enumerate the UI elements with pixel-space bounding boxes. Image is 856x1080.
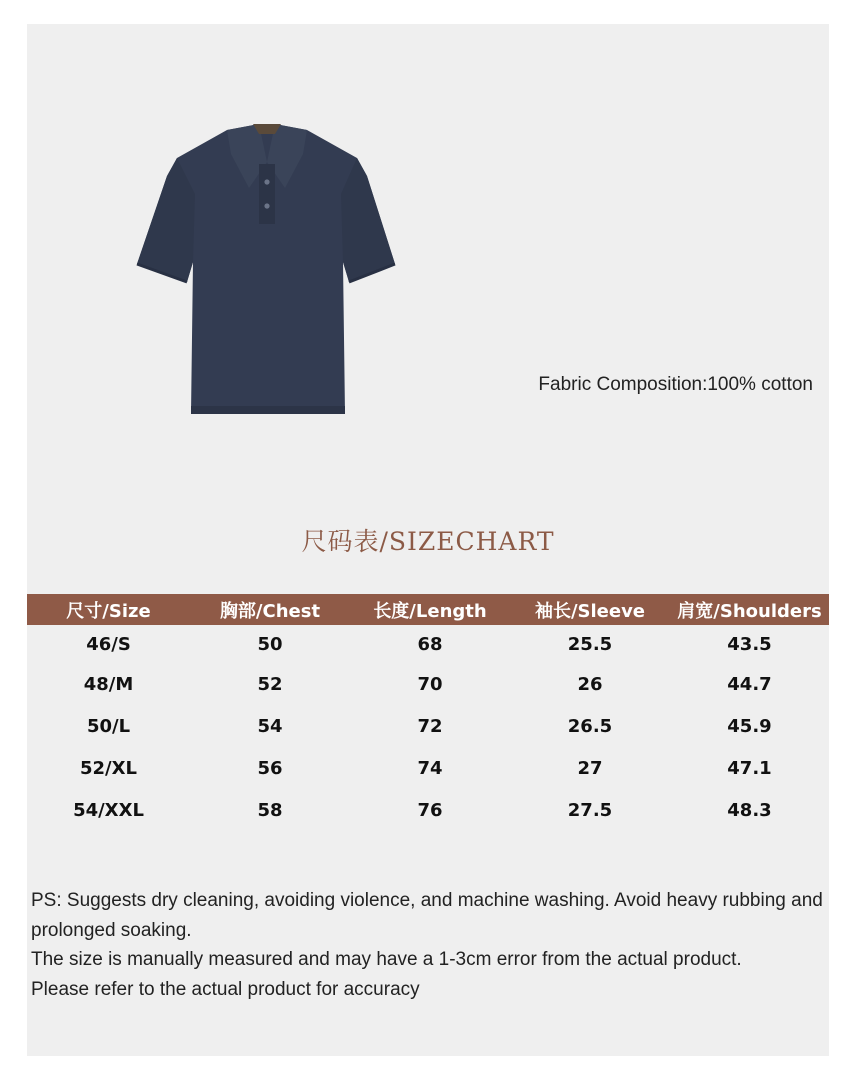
column-header-sleeve: 袖长/Sleeve: [510, 594, 670, 625]
table-cell-chest: 52: [257, 673, 283, 695]
table-cell-size: 48/M: [83, 673, 134, 695]
care-note-washing: PS: Suggests dry cleaning, avoiding violence, and machine washing. Avoid heavy rubbing and prolonged soaking.: [31, 890, 823, 941]
table-cell-chest: 50: [257, 633, 283, 655]
polo-shirt-image: [135, 124, 399, 414]
table-cell-sleeve: 26: [577, 673, 603, 695]
care-notes: [31, 886, 827, 1004]
table-header-row: [27, 594, 829, 625]
fabric-composition: Fabric Composition:100% cotton: [538, 374, 813, 395]
table-cell-size: 54/XXL: [73, 799, 144, 821]
column-header-size: 尺寸/Size: [27, 594, 190, 625]
table-cell-length: 74: [417, 757, 443, 779]
table-cell-length: 72: [417, 715, 443, 737]
table-cell-length: 68: [417, 633, 443, 655]
size-chart-title: 尺码表/SIZECHART: [301, 527, 555, 556]
care-note-accuracy: Please refer to the actual product for accuracy: [31, 978, 420, 1000]
table-cell-chest: 54: [257, 715, 283, 737]
product-image: [135, 124, 399, 414]
column-header-chest: 胸部/Chest: [190, 594, 350, 625]
table-cell-size: 52/XL: [80, 757, 137, 779]
table-row: [27, 625, 829, 663]
table-cell-shoulders: 43.5: [727, 633, 772, 655]
table-cell-sleeve: 27: [577, 757, 603, 779]
column-header-shoulders: 肩宽/Shoulders: [670, 594, 829, 625]
table-cell-sleeve: 27.5: [567, 799, 613, 821]
table-cell-chest: 58: [257, 799, 283, 821]
table-cell-shoulders: 45.9: [727, 715, 772, 737]
table-cell-sleeve: 25.5: [567, 633, 613, 655]
table-cell-sleeve: 26.5: [567, 715, 613, 737]
table-cell-shoulders: 44.7: [727, 673, 772, 695]
table-cell-length: 76: [417, 799, 443, 821]
table-row: [27, 789, 829, 831]
table-cell-length: 70: [417, 673, 443, 695]
table-cell-size: 46/S: [86, 633, 131, 655]
table-cell-shoulders: 47.1: [727, 757, 772, 779]
table-cell-size: 50/L: [86, 715, 131, 737]
column-header-length: 长度/Length: [350, 594, 510, 625]
table-cell-shoulders: 48.3: [727, 799, 772, 821]
table-row: [27, 705, 829, 747]
product-detail-panel: [27, 24, 829, 1056]
table-row: [27, 747, 829, 789]
table-row: [27, 663, 829, 705]
table-cell-chest: 56: [257, 757, 283, 779]
size-chart-table: [27, 594, 829, 831]
care-note-measurement: The size is manually measured and may have a 1-3cm error from the actual product.: [31, 949, 742, 970]
